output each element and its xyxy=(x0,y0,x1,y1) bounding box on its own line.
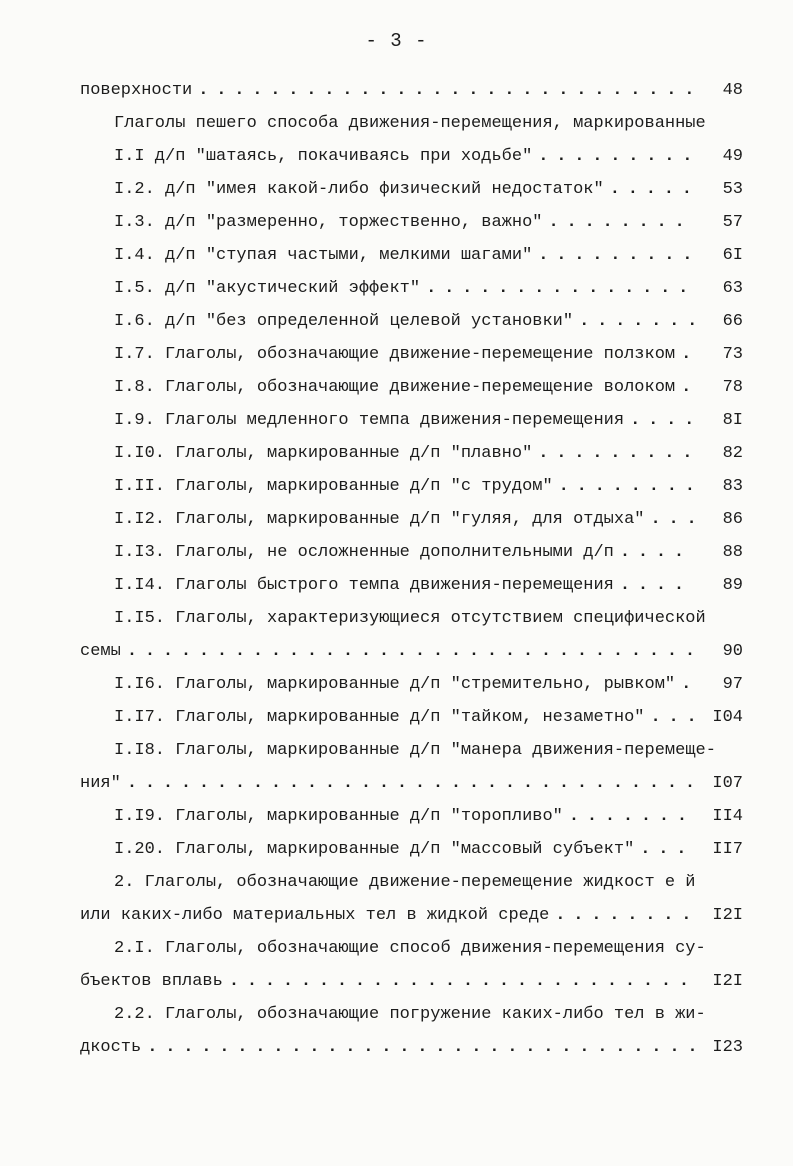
toc-entry-text: дкость . . . xyxy=(80,1036,694,1060)
toc-entry-text: 2.2. Глаголы, обозначающие погружение каких-либо тел в жи- xyxy=(114,1005,706,1024)
toc-entry-page: I04 xyxy=(706,706,743,730)
toc-entry-text: I.20. Глаголы, маркированные д/п "массовый субъект" . . . xyxy=(114,838,694,862)
toc-entry-text: I.3. д/п "размеренно, торжественно, важно" . . . xyxy=(114,211,694,235)
toc-entry-text: I.I0. Глаголы, маркированные д/п "плавно" . . . xyxy=(114,442,694,466)
toc-entry-page: 88 xyxy=(717,541,743,565)
toc-entry-page: I23 xyxy=(706,1036,743,1060)
toc-entry-text: I.5. д/п "акустический эффект" . . . xyxy=(114,277,694,301)
toc-entry-text: или каких-либо материальных тел в жидкой среде . . . xyxy=(80,904,694,928)
toc-entry-page: 57 xyxy=(717,211,743,235)
toc-entry-text: I.I4. Глаголы быстрого темпа движения-перемещения . . . xyxy=(114,574,694,598)
toc-entry-page: I2I xyxy=(706,970,743,994)
toc-entry-text: I.6. д/п "без определенной целевой установки" . . . xyxy=(114,310,694,334)
toc-entry-text: I.2. д/п "имея какой-либо физический недостаток" . . . xyxy=(114,178,694,202)
toc-entry-text: I.I8. Глаголы, маркированные д/п "манера движения-перемеще- xyxy=(114,741,716,760)
toc-entry-page: 6I xyxy=(717,244,743,268)
toc-entry-text: I.I6. Глаголы, маркированные д/п "стремительно, рывком" . . . xyxy=(114,673,694,697)
toc-entry-text: I.I д/п "шатаясь, покачиваясь при ходьбе" . . . xyxy=(114,145,694,169)
toc-entry-page: 63 xyxy=(717,277,743,301)
toc-entry-page: II4 xyxy=(706,805,743,829)
toc-entry-text: Глаголы пешего способа движения-перемещения, маркированные xyxy=(114,114,706,133)
toc-entry-page: 89 xyxy=(717,574,743,598)
toc-entry-text: I.I9. Глаголы, маркированные д/п "торопливо" . . . xyxy=(114,805,694,829)
toc-entry-text: ния" . . . xyxy=(80,772,694,796)
toc-entry-text: поверхности . . . xyxy=(80,79,694,103)
toc-entry-page: 8I xyxy=(717,409,743,433)
toc-entry-text: I.I2. Глаголы, маркированные д/п "гуляя, для отдыха" . . . xyxy=(114,508,694,532)
toc-entry-page: 90 xyxy=(717,640,743,664)
toc-entry-text: I.9. Глаголы медленного темпа движения-перемещения . . . xyxy=(114,409,694,433)
toc-entry-text: семы . . . xyxy=(80,640,694,664)
toc-entry-page: 73 xyxy=(717,343,743,367)
toc-entry-page: 48 xyxy=(717,79,743,103)
toc-entry-text: I.II. Глаголы, маркированные д/п "с трудом" . . . xyxy=(114,475,694,499)
toc-entry-text: I.I5. Глаголы, характеризующиеся отсутствием специфической xyxy=(114,609,706,628)
toc-entry-text: I.4. д/п "ступая частыми, мелкими шагами" . . . xyxy=(114,244,694,268)
toc-entry-page: 66 xyxy=(717,310,743,334)
toc-entry-page: 83 xyxy=(717,475,743,499)
toc-entry-page: 86 xyxy=(717,508,743,532)
toc-entry-text: 2. Глаголы, обозначающие движение-перемещение жидкост е й xyxy=(114,873,696,892)
toc-entry-page: 53 xyxy=(717,178,743,202)
toc-entry-text: I.8. Глаголы, обозначающие движение-перемещение волоком . . . xyxy=(114,376,694,400)
toc-entry-page: I2I xyxy=(706,904,743,928)
toc-entry-page: I07 xyxy=(706,772,743,796)
toc-entry-page: II7 xyxy=(706,838,743,862)
toc-entry-text: I.I7. Глаголы, маркированные д/п "тайком, незаметно" . . . xyxy=(114,706,694,730)
toc-entry-text: I.I3. Глаголы, не осложненные дополнительными д/п . . . xyxy=(114,541,694,565)
toc-entry-page: 78 xyxy=(717,376,743,400)
page-number: - 3 - xyxy=(365,30,428,52)
toc-entry-page: 82 xyxy=(717,442,743,466)
toc-entry-text: I.7. Глаголы, обозначающие движение-перемещение ползком . . . xyxy=(114,343,694,367)
toc-entry-page: 49 xyxy=(717,145,743,169)
toc-entry-text: 2.I. Глаголы, обозначающие способ движения-перемещения су- xyxy=(114,939,706,958)
toc-entry-text: бъектов вплавь . . . xyxy=(80,970,694,994)
toc-entry-page: 97 xyxy=(717,673,743,697)
